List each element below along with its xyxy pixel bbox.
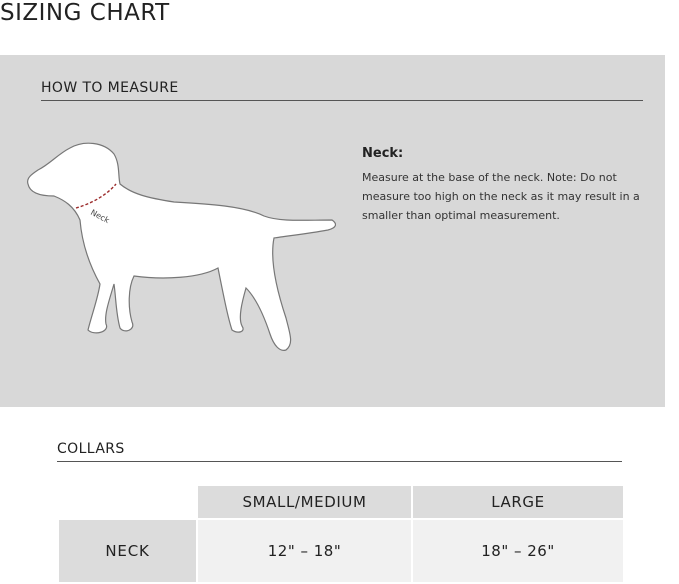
neck-instruction-text: Measure at the base of the neck. Note: Do not measure too high on the neck as it may result in a smaller than optimal measurement. <box>362 171 640 222</box>
column-header-large: LARGE <box>413 486 623 518</box>
neck-label: Neck <box>89 207 111 226</box>
table-row <box>59 520 623 582</box>
table-header-row <box>59 486 623 518</box>
table-corner-cell <box>59 486 196 518</box>
collars-heading: COLLARS <box>57 441 125 457</box>
neck-instruction-title: Neck: <box>362 146 404 161</box>
collars-divider <box>57 461 622 462</box>
dog-silhouette-icon <box>24 138 336 356</box>
row-label-neck: NECK <box>59 520 196 582</box>
dog-body-outline <box>28 143 336 350</box>
neck-size-small-medium: 12" – 18" <box>198 520 411 582</box>
page-title: SIZING CHART <box>0 0 170 26</box>
neck-size-large: 18" – 26" <box>413 520 623 582</box>
column-header-small-medium: SMALL/MEDIUM <box>198 486 411 518</box>
collar-size-table <box>57 484 625 584</box>
heading-divider <box>41 100 643 101</box>
how-to-measure-heading: HOW TO MEASURE <box>41 80 179 96</box>
